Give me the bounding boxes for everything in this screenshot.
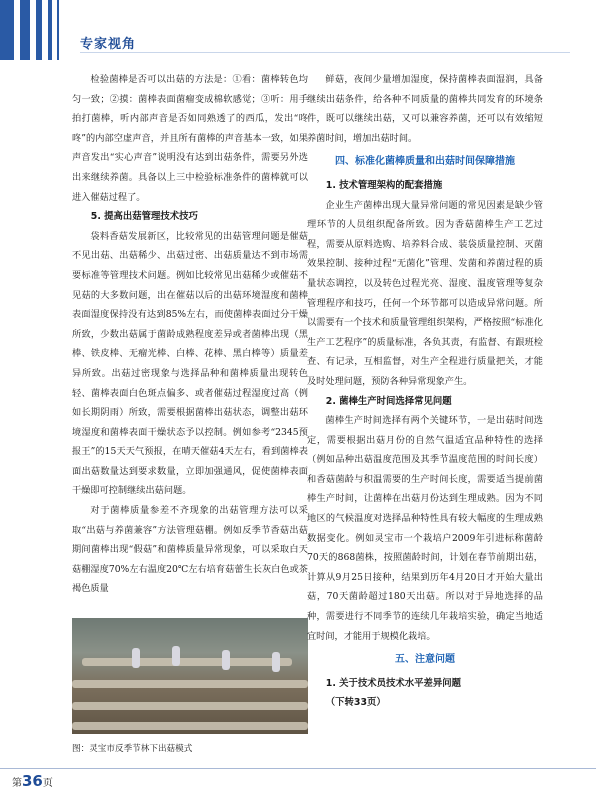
header-stripe [48,0,52,60]
subheading: 5. 提高出菇管理技术技巧 [90,211,198,223]
header-stripe [0,0,14,60]
mushroom-farm-photo [72,618,308,734]
page-suffix: 页 [42,778,53,789]
left-column [72,70,308,599]
section-title: 专家视角 [80,37,137,52]
header-stripe [36,0,42,60]
section-heading: 四、标准化菌棒质量和出菇时间保障措施 [335,156,515,168]
subheading: 1. 关于技术员技术水平差异问题 [325,677,462,689]
paragraph: 对于菌棒质量参差不齐现象的出菇管理方法可以采取“出菇与养菌兼容”方法管理菇棚。例如反季节香菇出菇期间菌棒出现“假菇”和菌棒质量异常现象，可以采取白天菇棚湿度70%左右温度20℃左右培育菇蕾生长灰白色或茶褐色质量 [72,505,308,595]
paragraph: 鲜菇，夜间少量增加湿度，保持菌棒表面湿润，具备继续出菇条件，给各种不同质量的菌棒共同发育的环境条件，既可以继续出菇，又可以兼容养菌，还可以有效缩短养菌时间，增加出菇时间。 [307,74,543,144]
footer-divider [0,768,596,769]
paragraph: 检验菌棒是否可以出菇的方法是：①看：菌棒转色均匀一致；②摸：菌棒表面菌瘤变成棉软感觉；③听：用手拍打菌棒，听内部声音是否如同熟透了的西瓜，发出“咚咚”的内部空虚声音，并且所有菌棒的声音基本一致，如果声音发出“实心声音”说明没有达到出菇条件，需要另外选出来继续养菌。具备以上三中检验标准条件的菌棒就可以进入催菇过程了。 [72,74,308,203]
header-stripe [20,0,30,60]
subheading: 2. 菌棒生产时间选择常见问题 [325,395,452,407]
section-heading: 五、注意问题 [395,654,455,666]
header-stripe [57,0,59,60]
header-divider [80,52,570,53]
page-number-value: 36 [22,772,43,790]
page-prefix: 第 [12,778,22,789]
page-number [12,772,53,790]
continued-note: （下转33页） [325,697,386,709]
paragraph: 企业生产菌棒出现大量异常问题的常见因素是缺少管理环节的人员组织配备所致。因为香菇菌棒生产工艺过程，需要从原料选购、培养料合成、装袋质量控制、灭菌效果控制、接种过程“无菌化”管理、发菌和养菌过程的质量状态调控，以及转色过程光亮、湿度、温度管理等复杂管理程序和技巧，任何一个环节都可以造成异常问题。所以需要有一个技术和质量管理组织架构，严格按照“标准化生产工艺程序”的质量标准，各负其责，有监督、有跟班检查、有记录，互相监督，对生产全程进行质量把关，才能及时处理问题，预防各种异常现象产生。 [307,199,543,387]
right-column [307,70,543,713]
header-bar [0,0,596,60]
figure-caption: 图：灵宝市反季节林下出菇模式 [72,744,193,754]
paragraph: 袋料香菇发展新区，比较常见的出菇管理问题是催菇不见出菇、出菇稀少、出菇过密、出菇质量达不到市场需要标准等管理技术问题。例如比较常见出菇稀少或催菇不见菇的大多数问题，出在催菇以后的出菇环境湿度和菌棒表面湿度保持没有达到85%左右，而使菌棒表面过分干燥所致，少数出菇属于菌龄成熟程度差异或者菌棒出现（黑棒、铁皮棒、无瘤光棒、白棒、花棒、黑白棒等）质量差异所致。出菇过密现象与选择品种和菌棒质量出现转色轻、菌棒表面白色斑点偏多、或者催菇过程湿度过高（例如长期阴雨）所致，需要根据菌棒出菇状态，调整出菇环境湿度和菌棒表面干燥状态予以控制。例如参考“2345预报王”的15天天气预报，在晴天催菇4天左右，看到菌棒表面出菇数量达到要求数量，立即加强通风，促使菌棒表面干燥即可控制继续出菇问题。 [72,230,308,497]
paragraph: 菌棒生产时间选择有两个关键环节，一是出菇时间选定，需要根据出菇月份的自然气温适宜品种特性的选择（例如品种出菇温度范围及其季节温度范围的时间长度）和香菇菌龄与积温需要的生产时间长度，需要适当提前菌棒生产时间，让菌棒在出菇月份达到生理成熟。因为不同地区的气候温度对选择品种特性具有较大幅度的生理成熟数据变化。例如灵宝市一个栽培户2009年引进标称菌龄70天的868菌株，按照菌龄时间，计划在春节前期出菇，计算从9月25日接种，结果到历年4月20日才开始大量出菇，70天菌龄超过180天出菇。所以对于异地选择的品种，需要进行不同季节的连续几年栽培实验，确定当地适宜时间，才能用于规模化栽培。 [307,415,543,642]
subheading: 1. 技术管理架构的配套措施 [325,179,443,191]
